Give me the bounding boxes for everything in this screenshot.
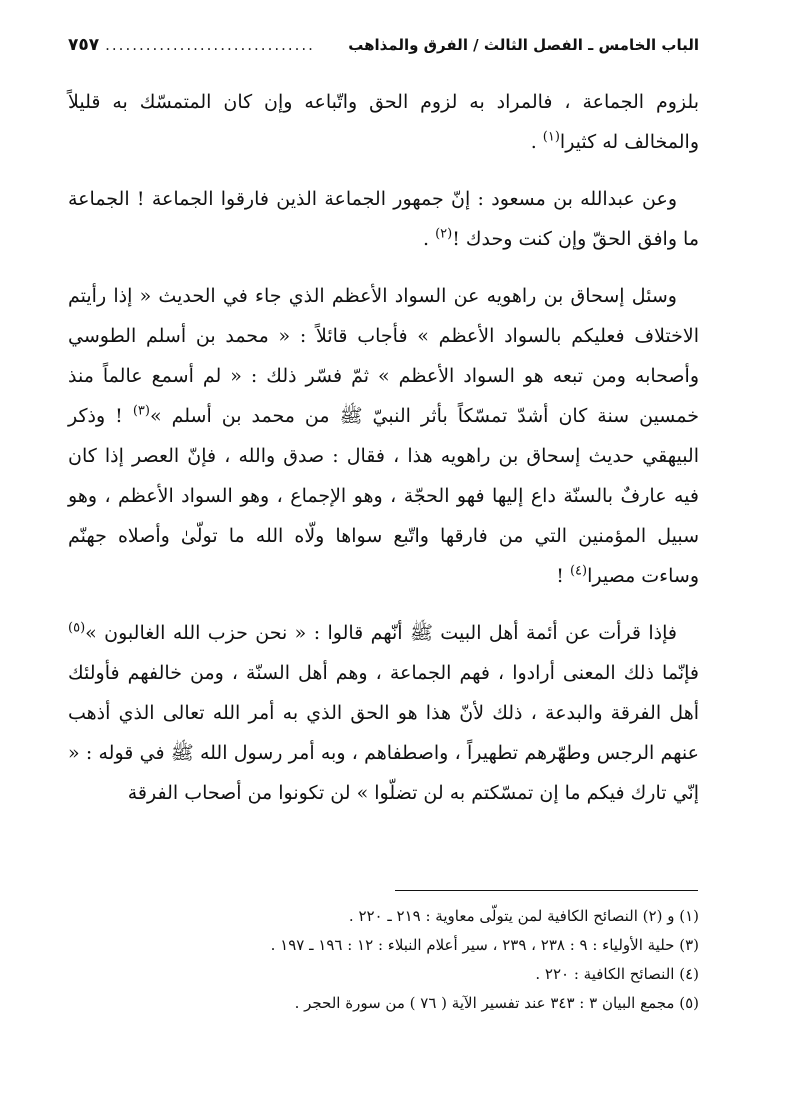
footnote-divider	[395, 890, 698, 891]
paragraph	[68, 179, 699, 259]
paragraph-text: فإذا قرأت عن أئمة أهل البيت ﷺ أنّهم قالوا : « نحن حزب الله الغالبون »	[85, 622, 677, 644]
paragraph-text: .	[422, 228, 436, 250]
footnote-ref: (١)	[542, 129, 560, 145]
footnote-ref: (٢)	[435, 226, 453, 242]
chapter-title: الباب الخامس ـ الفصل الثالث / الفرق والمذاهب	[348, 36, 699, 54]
footnote-ref: (٣)	[132, 403, 150, 419]
main-text	[68, 82, 699, 813]
footnote-ref: (٤)	[569, 563, 588, 579]
paragraph-text: وسئل إسحاق بن راهويه عن السواد الأعظم الذي جاء في الحديث « إذا رأيتم الاختلاف فعليكم بالسواد الأعظم » فأجاب قائلاً : « محمد بن أسلم الطوسي وأصحابه ومن تبعه هو السواد الأعظم » ثمّ فسّر ذلك : « لم أسمع عالماً منذ خمسين سنة كان أشدّ تمسّكاً بأثر النبيّ ﷺ من محمد بن أسلم »	[68, 285, 699, 427]
footnote: (٤) النصائح الكافية : ٢٢٠ .	[535, 965, 699, 983]
paragraph	[68, 613, 699, 813]
page-number: ٧٥٧	[68, 35, 100, 55]
footnotes	[68, 902, 699, 1018]
leader-dots: ...............................	[105, 36, 315, 54]
paragraph	[68, 276, 699, 596]
paragraph-text: !	[556, 565, 570, 587]
footnote: (٥) مجمع البيان ٣ : ٣٤٣ عند تفسير الآية ( ٧٦ ) من سورة الحجر .	[294, 994, 699, 1012]
footnote: (٣) حلية الأولياء : ٩ : ٢٣٨ ، ٢٣٩ ، سير أعلام النبلاء : ١٢ : ١٩٦ ـ ١٩٧ .	[270, 936, 699, 954]
paragraph-text: فإنّما ذلك المعنى أرادوا ، فهم الجماعة ، وهم أهل السنّة ، ومن خالفهم فأولئك أهل الفرقة والبدعة ، ذلك لأنّ هذا هو الحق الذي به أمر الله تعالى الذي أذهب عنهم الرجس وطهّرهم تطهيراً ، واصطفاهم ، وبه أمر رسول الله ﷺ في قوله : « إنّي تارك فيكم ما إن تمسّكتم به لن تضلّوا » لن تكونوا من أصحاب الفرقة	[68, 662, 699, 804]
paragraph	[68, 82, 699, 162]
paragraph-text: بلزوم الجماعة ، فالمراد به لزوم الحق واتّباعه وإن كان المتمسّك به قليلاً والمخالف له كثيرا	[68, 91, 699, 153]
footnote: (١) و (٢) النصائح الكافية لمن يتولّى معاوية : ٢١٩ ـ ٢٢٠ .	[348, 907, 699, 925]
paragraph-text: ! وذكر البيهقي حديث إسحاق بن راهويه هذا ، فقال : صدق والله ، فإنّ العصر إذا كان فيه عارفٌ بالسنّة داع إليها فهو الحجّة ، وهو الإجماع ، وهو السواد الأعظم ، وهو سبيل المؤمنين التي من فارقها واتّبع سواها ولّاه الله ما تولّىٰ وأصلاه جهنّم وساءت مصيرا	[68, 405, 699, 587]
paragraph-text: وعن عبدالله بن مسعود : إنّ جمهور الجماعة الذين فارقوا الجماعة ! الجماعة ما وافق الحقّ وإن كنت وحدك !	[68, 188, 699, 250]
running-header	[68, 28, 699, 62]
paragraph-text: .	[530, 131, 543, 153]
footnote-ref: (٥)	[68, 620, 86, 636]
